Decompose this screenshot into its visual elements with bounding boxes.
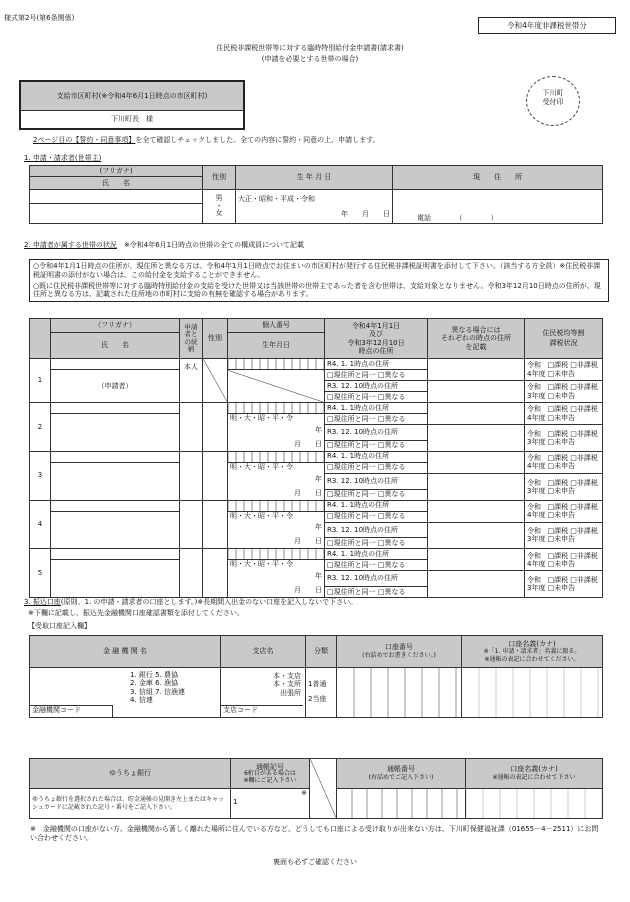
household-row [30, 403, 603, 414]
reception-stamp [526, 76, 580, 126]
r4-diff-field[interactable] [428, 451, 525, 473]
h-tax: 住民税均等割 課税状況 [525, 319, 603, 359]
dob-label: 生 年 月 日 [236, 166, 393, 190]
h-addr: 令和4年1月1日 及び 令和3年12月10日 時点の住所 [325, 319, 428, 359]
row-sex-field [203, 359, 228, 403]
r4-diff-field[interactable] [428, 500, 525, 522]
r4-diff-field[interactable] [428, 549, 525, 571]
tax-r3-opts2: □未申告 [547, 584, 576, 593]
applicant-table [29, 165, 603, 224]
row-era: 明・大・昭・平・令 [230, 560, 293, 569]
h-id-no: 個人番号 [228, 319, 325, 333]
row-furigana-field[interactable] [51, 451, 180, 462]
r3-same-diff[interactable]: □現住所と同一 □異なる [325, 440, 428, 451]
row-id-field[interactable] [228, 549, 325, 560]
title-line2: (申請を必要とする世帯の場合) [261, 55, 359, 63]
tax-r4[interactable] [525, 359, 603, 381]
sex-options[interactable]: 男 ・ 女 [203, 190, 236, 224]
row-era: 明・大・昭・平・令 [230, 414, 293, 422]
tax-r3-label: 令和 3年度 [527, 527, 546, 544]
furigana-label: (フリガナ) [30, 166, 203, 177]
yucho-label: ゆうちょ銀行 [30, 759, 231, 789]
row-dob[interactable] [228, 414, 325, 452]
tax-r3-opts1: □課税 □非課税 [547, 383, 598, 392]
r3-diff-field[interactable] [428, 522, 525, 549]
yucho-description: ゆうちょ銀行を選択された場合は、貯金通帳の見開き左上またはキャッシュカードに記載された記号・番号をご記入下さい。 [30, 789, 231, 819]
row-dob[interactable] [228, 511, 325, 549]
row-ymd: 年 月 日 [294, 523, 322, 546]
tax-r3[interactable] [525, 381, 603, 403]
row-number: 4 [30, 500, 51, 549]
tax-r3-opts2: □未申告 [547, 391, 576, 400]
branch-field[interactable] [221, 668, 306, 718]
section2-head [24, 241, 304, 250]
name-field[interactable] [30, 204, 203, 224]
row-id-field[interactable] [228, 451, 325, 462]
tax-r3-label: 令和 3年度 [527, 478, 546, 495]
addressee-name: 下川町長 様 [111, 115, 153, 123]
row-number: 1 [30, 359, 51, 403]
tax-r3-opts2: □未申告 [547, 486, 576, 495]
name-label: 氏 名 [30, 177, 203, 190]
tax-r3[interactable] [525, 522, 603, 549]
phone-label: 電話 （ ） [417, 214, 498, 223]
tax-r4[interactable] [525, 403, 603, 425]
tax-r4-label: 令和 4年度 [527, 405, 546, 422]
household-row [30, 451, 603, 462]
tax-r4-label: 令和 4年度 [527, 551, 546, 568]
tax-r4-opts2: □未申告 [547, 511, 576, 519]
household-row [30, 500, 603, 511]
r3-same-diff[interactable]: □現住所と同一 □異なる [325, 587, 428, 598]
tax-r3[interactable] [525, 425, 603, 452]
acct-no-label: 口座番号 [385, 643, 413, 652]
tax-r3-label: 令和 3年度 [527, 383, 546, 400]
row-id-field[interactable] [228, 403, 325, 414]
category-box: 令和4年度非課税世帯分 [478, 17, 616, 34]
footnote: ※ 金融機関の口座がない方、金融機関から著しく離れた場所に住んでいる方など、どうしても口座による受け取りが出来ない方は、下川町保健福祉課（01655－4－2511）にお問い合わせください。 [30, 825, 599, 842]
yucho-table [29, 758, 603, 819]
tax-r4-opts1: □課税 □非課税 [547, 454, 598, 463]
household-rows [30, 359, 603, 598]
r3-same-diff[interactable]: □現住所と同一 □異なる [325, 538, 428, 549]
number-field[interactable] [337, 789, 466, 819]
tax-r4[interactable] [525, 451, 603, 473]
row-ymd: 年 月 日 [294, 425, 322, 448]
symbol-note: 6桁目がある場合は ※欄にご記入下さい [243, 770, 297, 784]
symbol-asterisk: ※ [301, 789, 307, 797]
row-name[interactable] [51, 462, 180, 500]
dob-field[interactable] [236, 190, 393, 224]
tax-r3[interactable] [525, 571, 603, 598]
r4-label: R4. 1. 1時点の住所 [325, 359, 428, 370]
holder-head [462, 636, 603, 668]
tax-r4[interactable] [525, 549, 603, 571]
h-relation: 申請者との続柄 [180, 319, 203, 359]
tax-r4[interactable] [525, 500, 603, 522]
holder-label: 口座名義(カナ) [508, 639, 556, 648]
tax-r4-opts1: □課税 □非課税 [547, 405, 598, 414]
bank-name-label: 金 融 機 関 名 [30, 636, 221, 668]
r4-diff-field[interactable] [428, 359, 525, 381]
section2-heading: 2. 申請者が属する世帯の状況 [24, 241, 117, 249]
stamp-line1: 下川町 [542, 89, 564, 97]
section3-note: ※下欄に記載し、振込先金融機関口座確認書類を添付してください。 [28, 609, 244, 617]
section3-heading-rest: (原則、1. の申請・請求者の口座とします。)※長期間入出金のない口座を記入しないで下さい。 [60, 598, 358, 606]
row-ymd: 年 月 日 [294, 572, 322, 594]
r3-label: R3. 12. 10時点の住所 [325, 571, 428, 587]
row-sex-field[interactable] [203, 403, 228, 452]
acct-type-options[interactable]: 1普通 2当座 [306, 668, 337, 718]
r4-same-diff[interactable]: □現住所と同一 □異なる [325, 511, 428, 522]
address-label: 現 住 所 [393, 166, 603, 190]
r3-diff-field[interactable] [428, 473, 525, 500]
row-furigana-field[interactable] [51, 359, 180, 370]
notice1: ○令和4年1月1日時点の住所が、現住所と異なる方は、令和4年1月1日時点でお住まいの市区町村が発行する住民税非課税証明書を添付して下さい。（該当する方全員）※住民税非課税証明書の添付がない場合は、この給付金を支給することができません。 [33, 262, 601, 279]
r4-same-diff[interactable]: □現住所と同一 □異なる [325, 414, 428, 425]
era-options: 大正・昭和・平成・令和 [238, 194, 315, 203]
r3-same-diff[interactable]: □現住所と同一 □異なる [325, 489, 428, 500]
row-id-field[interactable] [228, 500, 325, 511]
bank-name-field[interactable] [30, 668, 221, 718]
household-table [29, 318, 603, 598]
tax-r4-label: 令和 4年度 [527, 361, 546, 378]
yucho-holder-head [466, 759, 603, 789]
r4-label: R4. 1. 1時点の住所 [325, 500, 428, 511]
h-furigana: （フリガナ） [51, 319, 180, 333]
acct-no-head [337, 636, 462, 668]
tax-r4-label: 令和 4年度 [527, 502, 546, 519]
row-id-field[interactable] [228, 359, 325, 370]
bank-box-title: 【受取口座記入欄】 [28, 622, 91, 630]
r4-label: R4. 1. 1時点の住所 [325, 451, 428, 462]
r3-diff-field[interactable] [428, 381, 525, 403]
number-label: 通帳番号 [387, 765, 415, 774]
r4-same-diff[interactable]: □現住所と同一 □異なる [325, 462, 428, 473]
number-head [337, 759, 466, 789]
holder-note2: ※通帳の表記に合わせてください。 [484, 655, 580, 663]
title-line1: 住民税非課税世帯等に対する臨時特別給付金申請書(請求書) [216, 44, 404, 52]
r3-diff-field[interactable] [428, 571, 525, 598]
tax-r4-opts2: □未申告 [547, 559, 576, 568]
section3-heading: 3. 振込口座 [24, 598, 61, 606]
row-dob[interactable] [228, 462, 325, 500]
section2-note: ※令和4年6月1日時点の世帯の全ての構成員について記載 [123, 241, 304, 249]
furigana-field[interactable] [30, 190, 203, 204]
r3-label: R3. 12. 10時点の住所 [325, 425, 428, 441]
yucho-holder-label: 口座名義(カナ) [510, 765, 558, 774]
tax-r3-opts1: □課税 □非課税 [547, 429, 598, 438]
r3-label: R3. 12. 10時点の住所 [325, 473, 428, 489]
r4-same-diff[interactable]: □現住所と同一 □異なる [325, 370, 428, 381]
tax-r4-opts1: □課税 □非課税 [547, 361, 598, 370]
row-ymd: 年 月 日 [294, 474, 322, 497]
yucho-holder-note: ※通帳の表記に合わせて下さい [492, 774, 576, 782]
row-name[interactable] [51, 414, 180, 452]
row-number: 3 [30, 451, 51, 500]
r3-same-diff[interactable]: □現住所と同一 □異なる [325, 392, 428, 403]
row-relation[interactable] [180, 451, 203, 500]
tax-r4-opts2: □未申告 [547, 462, 576, 471]
h-diff: 異なる場合には それぞれの時点の住所 を記載 [428, 319, 525, 359]
row-dob[interactable] [228, 560, 325, 598]
row-era: 明・大・昭・平・令 [230, 462, 293, 471]
tax-r4-opts1: □課税 □非課税 [547, 502, 598, 511]
row-furigana-field[interactable] [51, 500, 180, 511]
intro-text [33, 136, 380, 145]
tax-r3-label: 令和 3年度 [527, 429, 546, 446]
r4-label: R4. 1. 1時点の住所 [325, 549, 428, 560]
form-number: 様式第2号(第6条関係) [4, 14, 75, 22]
row-name[interactable]: （申請者） [51, 370, 180, 403]
symbol-label: 通帳記号 [256, 762, 284, 771]
bottom-note: 裏面も必ずご確認ください [273, 858, 357, 866]
r4-same-diff[interactable]: □現住所と同一 □異なる [325, 560, 428, 571]
r4-label: R4. 1. 1時点の住所 [325, 403, 428, 414]
tax-r3[interactable] [525, 473, 603, 500]
household-row [30, 359, 603, 370]
symbol-field[interactable] [231, 789, 310, 819]
tax-r3-label: 令和 3年度 [527, 576, 546, 593]
tax-r3-opts1: □課税 □非課税 [547, 527, 598, 536]
h-sex: 性別 [203, 319, 228, 359]
sex-label: 性別 [203, 166, 236, 190]
section1-heading: 1. 申請・請求者(世帯主) [24, 154, 102, 162]
r3-diff-field[interactable] [428, 425, 525, 452]
address-field[interactable] [393, 190, 603, 224]
notice2: ○既に住民税非課税世帯等に対する臨時特別給付金の支給を受けた世帯又は当該世帯の世帯主であった者を含む世帯は、支給対象となりません。令和3年12月10日時点の住所が、現住所と異なる方は、記載された住所地の市町村に支給の有無を確認する場合があります。 [33, 281, 601, 299]
type-label: 分類 [306, 636, 337, 668]
tax-r3-opts1: □課税 □非課税 [547, 576, 598, 585]
row-relation[interactable] [180, 403, 203, 452]
acct-no-field[interactable] [337, 668, 462, 718]
h-name: 氏 名 [51, 333, 180, 359]
row-number: 5 [30, 549, 51, 598]
row-dob [228, 370, 325, 403]
row-name[interactable] [51, 560, 180, 598]
intro-link: 2ページ目の【誓約・同意事項】 [33, 136, 136, 144]
r3-label: R3. 12. 10時点の住所 [325, 522, 428, 538]
household-row [30, 549, 603, 560]
intro-rest: を全て確認しチェックしました。全ての内容に誓約・同意の上、申請します。 [135, 136, 380, 144]
branch-types: 本・支店 本・支所 出張所 [273, 672, 301, 697]
row-relation[interactable] [180, 549, 203, 598]
row-era: 明・大・昭・平・令 [230, 511, 293, 520]
branch-code-label: 支店コード [221, 705, 303, 717]
row-name[interactable] [51, 511, 180, 549]
branch-label: 支店名 [221, 636, 306, 668]
addressee-box [19, 80, 245, 130]
row-sex-field[interactable] [203, 500, 228, 549]
addressee-caption: 支給市区町村(※令和4年6月1日時点の市区町村) [21, 82, 243, 111]
acct-no-note: (右詰めでお書きください。) [362, 652, 436, 660]
number-note: (右詰めでご記入下さい) [368, 774, 434, 782]
stamp-line2: 受付印 [542, 97, 564, 106]
bank-table [29, 635, 603, 718]
notice-box [29, 259, 609, 302]
row-relation[interactable] [180, 500, 203, 549]
symbol-head [231, 759, 310, 789]
bank-code-label: 金融機関コード [30, 705, 113, 717]
dob-ymd: 年 月 日 [341, 209, 390, 218]
tax-r3-opts1: □課税 □非課税 [547, 478, 598, 487]
r3-label: R3. 12. 10時点の住所 [325, 381, 428, 392]
h-dob: 生年月日 [228, 333, 325, 359]
symbol-one: 1 [233, 798, 238, 806]
tax-r4-label: 令和 4年度 [527, 454, 546, 471]
row-sex-field[interactable] [203, 451, 228, 500]
bank-types: 1. 銀行 5. 農協 2. 金庫 6. 漁協 3. 信組 7. 信漁連 4. 信連 [130, 671, 186, 705]
row-furigana-field[interactable] [51, 403, 180, 414]
yucho-holder-field[interactable] [466, 789, 603, 819]
tax-r3-opts2: □未申告 [547, 535, 576, 544]
section3-head [24, 598, 357, 607]
tax-r4-opts2: □未申告 [547, 369, 576, 378]
tax-r3-opts2: □未申告 [547, 437, 576, 446]
tax-r4-opts2: □未申告 [547, 413, 576, 422]
holder-note1: ※「1. 申請・請求者」名義に限る。 [483, 648, 581, 656]
row-furigana-field[interactable] [51, 549, 180, 560]
row-relation[interactable]: 本人 [180, 359, 203, 403]
tax-r4-opts1: □課税 □非課税 [547, 551, 598, 560]
r4-diff-field[interactable] [428, 403, 525, 425]
holder-field[interactable] [462, 668, 603, 718]
row-number: 2 [30, 403, 51, 452]
diagonal-cell [310, 759, 337, 819]
row-sex-field[interactable] [203, 549, 228, 598]
